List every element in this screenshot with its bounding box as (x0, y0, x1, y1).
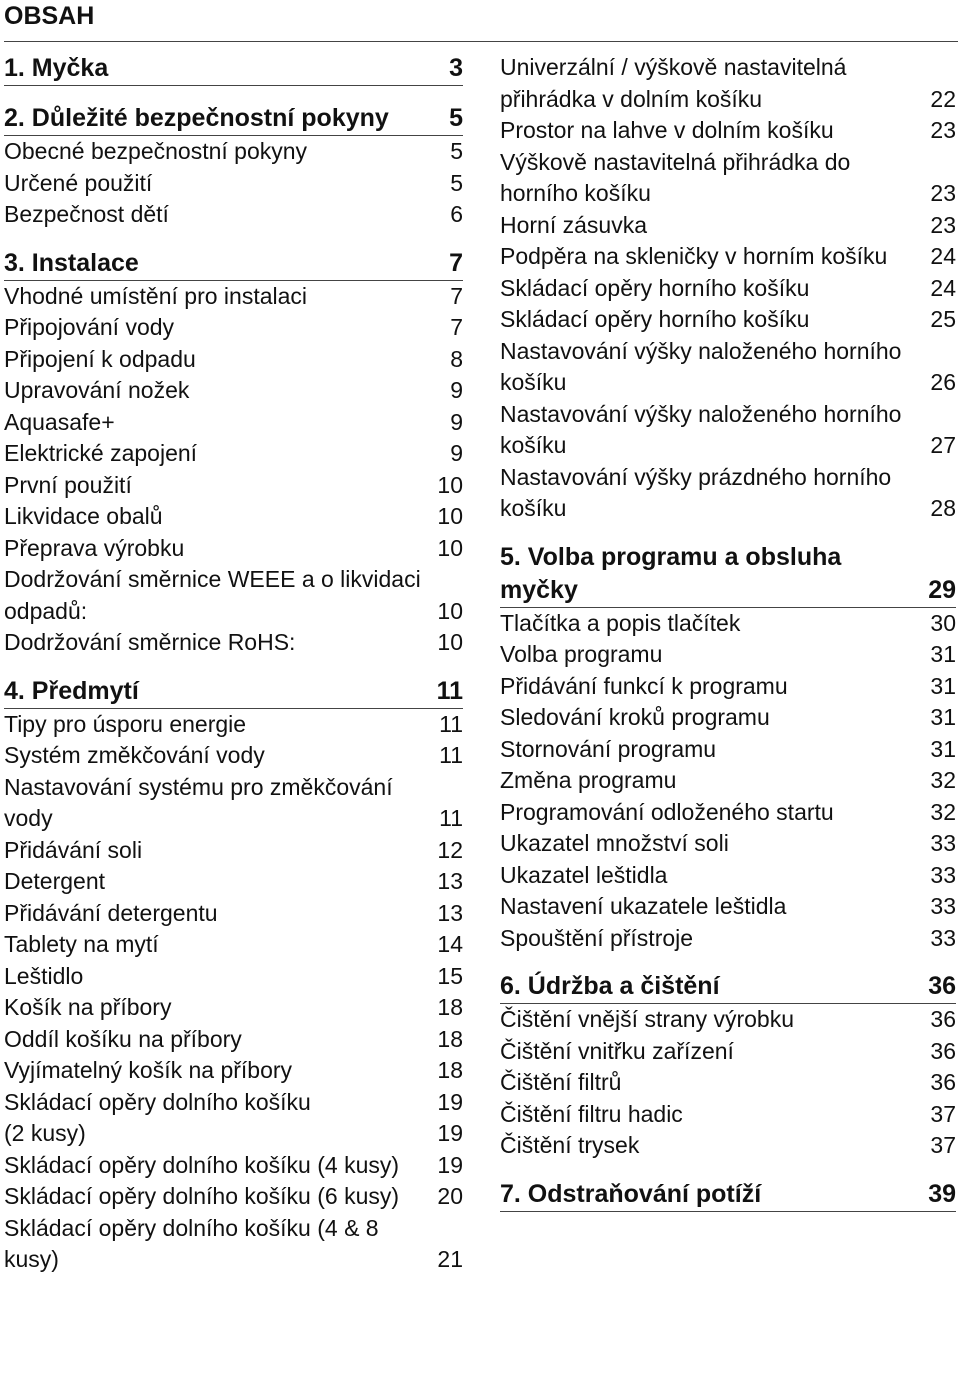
toc-entry[interactable] (500, 304, 956, 336)
toc-entry[interactable] (4, 375, 463, 407)
toc-entry-title: Skládací opěry dolního košíku (4 kusy) (4, 1151, 400, 1178)
toc-entry-title: Přeprava výrobku (4, 534, 185, 561)
section-heading[interactable] (500, 1178, 956, 1212)
toc-entry-page: 23 (930, 180, 956, 206)
toc-entry-page: 11 (439, 805, 463, 831)
toc-entry-page: 25 (930, 306, 956, 332)
toc-entry-page: 13 (437, 899, 463, 926)
toc-section (500, 541, 956, 955)
section-heading-page: 7 (449, 248, 463, 277)
toc-entry[interactable] (500, 147, 956, 210)
toc-entry-page: 31 (930, 704, 956, 730)
toc-entry-title: Spouštění přístroje (500, 924, 694, 951)
toc-entry-page: 10 (437, 503, 463, 529)
section-heading-page: 39 (928, 1179, 956, 1208)
toc-entry[interactable] (4, 740, 463, 772)
toc-entry-page: 27 (930, 432, 956, 458)
page-title: OBSAH (4, 2, 95, 30)
toc-entry[interactable] (500, 1130, 956, 1162)
toc-section (500, 1178, 956, 1212)
toc-entry-page: 18 (437, 1057, 463, 1083)
toc-entry-title: Tipy pro úsporu energie (4, 710, 247, 737)
toc-entry[interactable] (500, 399, 956, 462)
toc-entry-page: 11 (439, 742, 463, 768)
toc-entry[interactable] (4, 281, 463, 313)
toc-entry-title: Určené použití (4, 169, 153, 196)
section-heading-page: 36 (928, 972, 956, 1000)
section-heading[interactable] (500, 970, 956, 1004)
toc-entry[interactable] (500, 797, 956, 829)
section-heading-page: 5 (449, 104, 463, 132)
toc-entry[interactable] (500, 828, 956, 860)
toc-entry-page: 18 (437, 1025, 463, 1052)
section-heading[interactable] (4, 675, 463, 709)
toc-entry-title: Stornování programu (500, 735, 717, 762)
toc-entry-page: 36 (930, 1006, 956, 1032)
section-heading[interactable] (4, 102, 463, 136)
toc-entry-page: 21 (437, 1246, 463, 1272)
toc-entry[interactable] (4, 136, 463, 168)
toc-entry-page: 31 (930, 641, 956, 667)
toc-entry-title: Oddíl košíku na příbory (4, 1025, 242, 1052)
toc-entry[interactable] (500, 1099, 956, 1131)
toc-entry[interactable] (500, 273, 956, 305)
toc-entry-page: 26 (930, 369, 956, 395)
toc-entry[interactable] (500, 336, 956, 399)
toc-entry-page: 5 (450, 169, 463, 196)
toc-entry-title: Podpěra na skleničky v horním košíku (500, 243, 888, 269)
toc-entry-title: Čištění vnitřku zařízení (500, 1037, 734, 1064)
toc-entry[interactable] (4, 992, 463, 1024)
toc-entry-title: Skládací opěry dolního košíku (4, 1088, 311, 1115)
toc-entry-title: Leštidlo (4, 962, 84, 989)
toc-entry-title: Tablety na mytí (4, 931, 159, 957)
toc-entry[interactable] (4, 438, 463, 470)
toc-entry[interactable] (4, 1087, 463, 1119)
toc-entry-title: Horní zásuvka (500, 211, 648, 238)
toc-entry[interactable] (4, 312, 463, 344)
toc-entry[interactable] (500, 115, 956, 147)
toc-entry-title: Sledování kroků programu (500, 704, 770, 730)
toc-entry-title: Nastavení ukazatele leštidla (500, 893, 787, 919)
toc-section (4, 247, 463, 659)
toc-entry-page: 30 (930, 609, 956, 636)
toc-entry-title: Nastavování systému pro změkčování vody (4, 773, 393, 831)
toc-entry-page: 19 (437, 1151, 463, 1178)
toc-entry-title: Nastavování výšky prázdného horního košíku (500, 463, 892, 521)
toc-entry-page: 24 (930, 243, 956, 269)
toc-entry-page: 12 (437, 836, 463, 863)
toc-entry-page: 7 (450, 314, 463, 340)
toc-entry[interactable] (500, 860, 956, 892)
toc-entry-title: Čištění filtru hadic (500, 1100, 683, 1127)
toc-entry-page: 9 (450, 377, 463, 403)
toc-entry-title: Detergent (4, 868, 106, 894)
toc-entry[interactable] (4, 1181, 463, 1213)
toc-entry-page: 32 (930, 767, 956, 793)
toc-entry-page: 13 (437, 868, 463, 894)
toc-column-left (4, 52, 463, 1276)
toc-entry-title: (2 kusy) (4, 1120, 86, 1146)
toc-entry-title: Dodržování směrnice RoHS: (4, 629, 296, 655)
toc-entry-page: 10 (437, 534, 463, 561)
toc-entry[interactable] (500, 210, 956, 242)
toc-entry[interactable] (500, 1004, 956, 1036)
toc-entry-title: Košík na příbory (4, 994, 172, 1020)
toc-entry-page: 23 (930, 117, 956, 143)
toc-entry-title: Nastavování výšky naloženého horního košíku (500, 400, 902, 458)
toc-entry[interactable] (4, 168, 463, 200)
section-heading-title: 5. Volba programu a obsluha myčky (500, 542, 842, 604)
section-heading[interactable] (500, 541, 956, 608)
toc-entry-page: 31 (930, 735, 956, 762)
toc-entry[interactable] (500, 1036, 956, 1068)
toc-entry-title: Přidávání soli (4, 836, 143, 863)
toc-entry-page: 23 (930, 211, 956, 238)
toc-entry-title: Dodržování směrnice WEEE a o likvidaci odpadů: (4, 566, 421, 624)
toc-entry-page: 7 (450, 282, 463, 309)
toc-entry[interactable] (500, 702, 956, 734)
toc-entry[interactable] (500, 891, 956, 923)
toc-entry-title: Výškově nastavitelná přihrádka do horního košíku (500, 148, 851, 206)
toc-entry[interactable] (500, 462, 956, 525)
toc-entry-page: 14 (437, 931, 463, 957)
toc-entry[interactable] (4, 564, 463, 627)
toc-entry-title: Vhodné umístění pro instalaci (4, 282, 308, 309)
toc-entry[interactable] (4, 501, 463, 533)
toc-entry-title: Nastavování výšky naloženého horního košíku (500, 337, 902, 395)
toc-entry[interactable] (4, 929, 463, 961)
toc-entry-page: 24 (930, 274, 956, 301)
toc-entry-title: Prostor na lahve v dolním košíku (500, 117, 834, 143)
toc-entry-title: Aquasafe+ (4, 408, 115, 435)
toc-entry-page: 10 (437, 597, 463, 624)
toc-entry-title: Likvidace obalů (4, 503, 163, 529)
toc-entry-title: Skládací opěry dolního košíku (6 kusy) (4, 1183, 400, 1209)
toc-entry-page: 31 (930, 672, 956, 699)
toc-column-right (500, 52, 956, 1212)
toc-section (500, 970, 956, 1162)
toc-entry-page: 36 (930, 1037, 956, 1064)
toc-entry-page: 33 (930, 830, 956, 856)
toc-entry-title: Obecné bezpečnostní pokyny (4, 138, 308, 164)
toc-entry[interactable] (500, 765, 956, 797)
toc-entry-title: Univerzální / výškově nastavitelná přihrádka v dolním košíku (500, 54, 847, 112)
section-heading[interactable] (4, 247, 463, 281)
toc-entry-title: Ukazatel leštidla (500, 861, 668, 888)
toc-entry[interactable] (500, 923, 956, 955)
title-divider (4, 41, 958, 42)
toc-entry-page: 18 (437, 994, 463, 1020)
toc-entry-page: 5 (450, 138, 463, 164)
toc-entry[interactable] (4, 344, 463, 376)
toc-entry[interactable] (4, 407, 463, 439)
toc-entry-title: Skládací opěry horního košíku (500, 274, 810, 301)
toc-entry[interactable] (500, 52, 956, 115)
section-heading-title: 4. Předmytí (4, 676, 139, 705)
toc-entry-page: 15 (437, 962, 463, 989)
toc-entry-page: 28 (930, 495, 956, 521)
toc-entry-title: Volba programu (500, 641, 663, 667)
toc-entry-page: 22 (930, 85, 956, 112)
toc-section (4, 52, 463, 86)
toc-entry-title: Bezpečnost dětí (4, 201, 169, 227)
toc-entry-title: Skládací opěry dolního košíku (4 & 8 kusy) (4, 1214, 379, 1272)
toc-entry-title: Systém změkčování vody (4, 742, 265, 768)
toc-entry[interactable] (4, 1213, 463, 1276)
toc-entry-page: 33 (930, 861, 956, 888)
toc-entry[interactable] (4, 1024, 463, 1056)
toc-entry[interactable] (500, 608, 956, 640)
toc-entry-title: Čištění vnější strany výrobku (500, 1006, 795, 1032)
section-heading-page: 11 (436, 676, 463, 705)
toc-entry-title: Přidávání detergentu (4, 899, 218, 926)
toc-entry-page: 32 (930, 798, 956, 825)
toc-entry-page: 37 (930, 1132, 956, 1158)
section-heading-page: 29 (928, 575, 956, 604)
toc-entry-page: 8 (450, 345, 463, 372)
toc-entry[interactable] (4, 533, 463, 565)
toc-entry[interactable] (4, 835, 463, 867)
toc-entry-page: 10 (437, 629, 463, 655)
toc-entry-page: 10 (437, 471, 463, 498)
toc-entry[interactable] (500, 671, 956, 703)
toc-entry[interactable] (500, 1067, 956, 1099)
toc-entry-page: 33 (930, 893, 956, 919)
toc-entry-title: Změna programu (500, 767, 677, 793)
toc-entry-title: Skládací opěry horního košíku (500, 306, 810, 332)
toc-entry[interactable] (4, 898, 463, 930)
toc-entry[interactable] (4, 470, 463, 502)
toc-entry-page: 19 (437, 1088, 463, 1115)
toc-entry[interactable] (4, 772, 463, 835)
toc-entry-title: Čištění trysek (500, 1132, 640, 1158)
toc-entry-page: 9 (450, 440, 463, 466)
toc-entry-title: Programování odloženého startu (500, 798, 834, 825)
toc-entry-page: 36 (930, 1069, 956, 1095)
toc-entry[interactable] (500, 639, 956, 671)
section-heading-title: 2. Důležité bezpečnostní pokyny (4, 104, 389, 132)
toc-entry-page: 33 (930, 924, 956, 951)
toc-section (4, 675, 463, 1276)
section-heading-title: 6. Údržba a čištění (500, 972, 720, 1000)
toc-section (500, 52, 956, 525)
toc-section (4, 102, 463, 231)
section-heading-title: 7. Odstraňování potíží (500, 1179, 762, 1208)
toc-entry[interactable] (4, 961, 463, 993)
toc-entry-page: 37 (930, 1100, 956, 1127)
toc-entry[interactable] (4, 1118, 463, 1150)
toc-entry-page: 19 (437, 1120, 463, 1146)
toc-entry[interactable] (4, 866, 463, 898)
toc-entry-page: 11 (439, 710, 463, 737)
toc-entry-title: Čištění filtrů (500, 1069, 622, 1095)
toc-entry-title: Upravování nožek (4, 377, 190, 403)
toc-entry-title: Ukazatel množství soli (500, 830, 729, 856)
toc-entry[interactable] (4, 1055, 463, 1087)
toc-entry-title: Připojení k odpadu (4, 345, 196, 372)
toc-entry-title: První použití (4, 471, 132, 498)
section-heading-title: 3. Instalace (4, 248, 139, 277)
toc-entry[interactable] (500, 734, 956, 766)
toc-entry-title: Přidávání funkcí k programu (500, 672, 788, 699)
toc-entry-page: 6 (450, 201, 463, 227)
toc-entry-page: 20 (437, 1183, 463, 1209)
toc-entry-title: Připojování vody (4, 314, 175, 340)
toc-entry-page: 9 (450, 408, 463, 435)
toc-entry[interactable] (4, 1150, 463, 1182)
toc-entry[interactable] (4, 627, 463, 659)
toc-entry[interactable] (4, 709, 463, 741)
section-heading[interactable] (4, 52, 463, 86)
toc-entry-title: Elektrické zapojení (4, 440, 198, 466)
toc-entry[interactable] (500, 241, 956, 273)
toc-entry[interactable] (4, 199, 463, 231)
section-heading-title: 1. Myčka (4, 54, 109, 82)
section-heading-page: 3 (449, 54, 463, 82)
toc-entry-title: Vyjímatelný košík na příbory (4, 1057, 293, 1083)
toc-entry-title: Tlačítka a popis tlačítek (500, 609, 741, 636)
